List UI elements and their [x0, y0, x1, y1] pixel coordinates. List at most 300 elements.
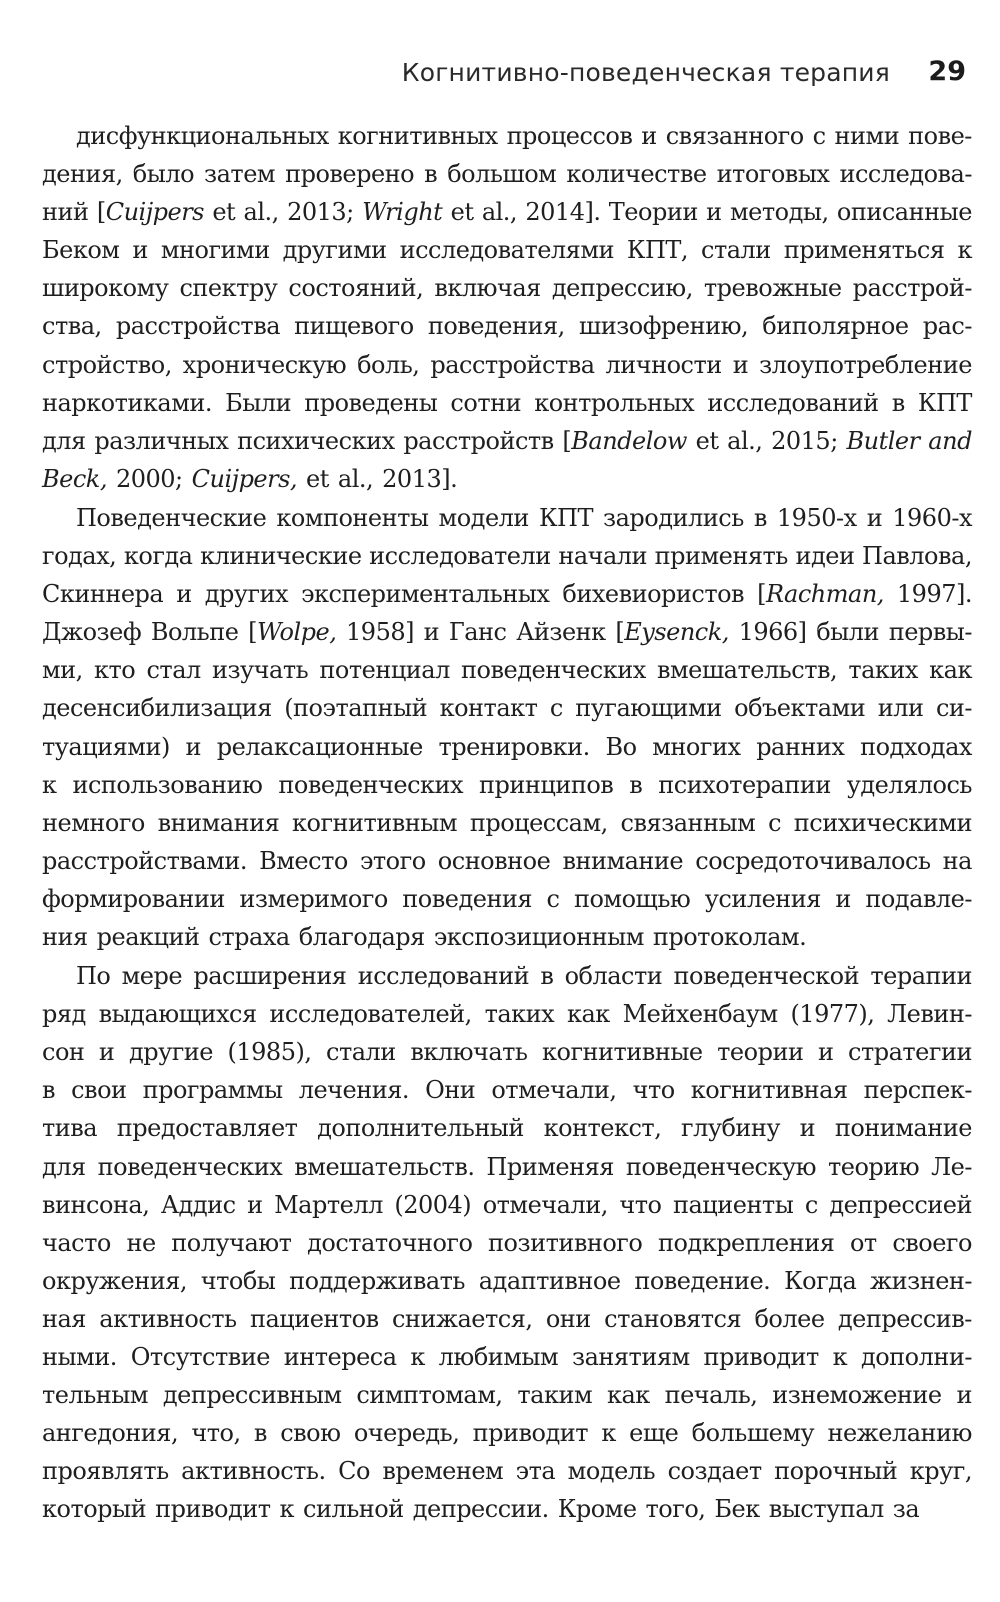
- word: выступал: [768, 1495, 884, 1524]
- word: и: [817, 1038, 834, 1067]
- word: и: [132, 236, 148, 265]
- word: таких: [484, 1000, 555, 1029]
- word: тива: [42, 1114, 98, 1143]
- word: как: [929, 656, 972, 685]
- word: боль,: [357, 350, 420, 379]
- word: Отсутствие: [130, 1343, 270, 1371]
- word: ния: [42, 922, 88, 951]
- word: вмешательств.: [294, 1152, 475, 1181]
- word: печаль,: [664, 1381, 758, 1410]
- word: от: [849, 1228, 877, 1257]
- word: релаксационные: [216, 732, 423, 761]
- word: депрессию,: [551, 274, 693, 303]
- word: Левин-: [887, 1000, 972, 1029]
- word: к: [42, 770, 57, 799]
- word: и: [98, 1038, 115, 1067]
- word: туациями): [42, 732, 170, 761]
- word: что,: [191, 1419, 241, 1448]
- word: выдающихся: [98, 1000, 257, 1029]
- word: нежеланию: [827, 1419, 972, 1448]
- text-line: [42, 307, 972, 345]
- word: тренировки.: [438, 732, 590, 761]
- word: протоколам.: [652, 922, 807, 951]
- word: исследований: [357, 962, 530, 991]
- word: исследований: [707, 388, 879, 417]
- running-head-title: Когнитивно-поведенческая терапия: [401, 58, 890, 87]
- word: Были: [225, 388, 292, 417]
- word: 2015;: [771, 426, 838, 455]
- word: того,: [645, 1495, 706, 1524]
- text-line: [42, 1148, 972, 1186]
- word: тельным: [42, 1381, 149, 1410]
- word: тревожные: [703, 274, 842, 303]
- word: различных: [94, 426, 229, 455]
- word: к: [832, 1343, 848, 1371]
- word: Со: [338, 1457, 370, 1486]
- word: десенсибилизация: [42, 694, 272, 723]
- word: многими: [160, 236, 270, 265]
- word: первы-: [888, 618, 972, 647]
- word: к: [957, 236, 972, 265]
- word: al.,: [727, 426, 763, 455]
- word: (поэтапный: [284, 694, 428, 723]
- word: расширения: [193, 962, 347, 991]
- word: когда: [123, 542, 193, 571]
- word: 2013;: [287, 198, 354, 227]
- word: пове-: [908, 122, 972, 150]
- word: Ганс: [448, 618, 507, 647]
- word: проверено: [285, 160, 415, 189]
- word: сон: [42, 1038, 85, 1067]
- word: ными.: [42, 1343, 117, 1371]
- word: дополни-: [860, 1343, 972, 1371]
- text-line: [42, 1224, 972, 1262]
- word: уделялось: [846, 770, 972, 799]
- word: как: [606, 1381, 650, 1410]
- word: et: [450, 198, 474, 227]
- word: терапии: [870, 962, 972, 991]
- word: Павлова,: [862, 542, 972, 571]
- word: для: [42, 426, 86, 455]
- text-line: [42, 918, 972, 956]
- word: и: [706, 198, 722, 227]
- word: al.,: [243, 198, 279, 227]
- word: дополнительный: [317, 1114, 524, 1143]
- page-number: 29: [928, 56, 966, 87]
- word: и: [799, 1114, 816, 1143]
- word: позитивного: [488, 1228, 643, 1257]
- word: методы,: [729, 198, 829, 227]
- word: снижается,: [391, 1304, 533, 1333]
- word: и: [835, 884, 851, 913]
- word: когнитивных: [337, 122, 498, 150]
- word: связанного: [665, 122, 804, 150]
- word: проведены: [304, 388, 438, 417]
- word: сотни: [450, 388, 522, 417]
- word: немного: [42, 808, 145, 837]
- word: Они: [425, 1076, 476, 1105]
- word: в: [424, 160, 438, 189]
- word: Beck,: [42, 464, 107, 493]
- text-line: [42, 422, 972, 460]
- word: and: [928, 426, 972, 455]
- word: большему: [691, 1419, 815, 1448]
- word: временем: [382, 1457, 504, 1486]
- word: лечения.: [298, 1076, 409, 1105]
- body-text: [42, 117, 972, 1528]
- word: симптомам,: [356, 1381, 503, 1410]
- word: за: [892, 1495, 920, 1524]
- word: Айзенк: [516, 618, 606, 647]
- word: ная: [42, 1304, 86, 1333]
- word: си-: [935, 694, 972, 723]
- text-line: [42, 957, 972, 995]
- text-line: [42, 995, 972, 1033]
- word: интереса: [283, 1343, 397, 1371]
- word: области: [564, 962, 663, 991]
- word: 1950-х: [776, 503, 857, 532]
- word: включая: [434, 274, 541, 303]
- word: эта: [515, 1457, 556, 1486]
- word: По: [76, 962, 111, 991]
- word: понимание: [834, 1114, 972, 1143]
- text-line: [42, 346, 972, 384]
- word: применяться: [783, 236, 945, 265]
- word: процессам,: [469, 808, 608, 837]
- word: очередь,: [353, 1419, 460, 1448]
- word: ними: [834, 122, 900, 150]
- text-line: [42, 575, 972, 613]
- word: Butler: [846, 426, 920, 455]
- word: и: [247, 1190, 263, 1219]
- word: приводит: [703, 1343, 819, 1371]
- word: программы: [142, 1076, 283, 1105]
- word: предоставляет: [116, 1114, 298, 1143]
- word: ангедония,: [42, 1419, 179, 1448]
- word: et: [695, 426, 719, 455]
- word: дения,: [42, 160, 123, 189]
- word: сильной: [303, 1495, 404, 1524]
- word: al.,: [481, 198, 518, 227]
- word: приводит: [472, 1419, 589, 1448]
- word: личности: [605, 350, 722, 379]
- word: депрессией: [829, 1190, 972, 1219]
- word: стройство,: [42, 350, 172, 379]
- word: реакций: [96, 922, 200, 951]
- word: когнитивным: [292, 808, 458, 837]
- word: к: [279, 1495, 295, 1524]
- word: подкрепления: [657, 1228, 835, 1257]
- word: рас-: [922, 312, 972, 341]
- word: адаптивное: [478, 1266, 621, 1295]
- text-line: [42, 880, 972, 918]
- word: КПТ: [538, 503, 593, 532]
- word: контрольных: [534, 388, 695, 417]
- word: на: [942, 846, 972, 875]
- text-line: [42, 1490, 972, 1528]
- word: своего: [892, 1228, 972, 1257]
- text-line: [42, 231, 972, 269]
- text-line: [42, 1071, 972, 1109]
- word: ства,: [42, 312, 102, 341]
- word: как: [567, 1000, 610, 1029]
- word: спектру: [179, 274, 278, 303]
- word: сосредоточивалось: [695, 846, 931, 875]
- word: связанным: [620, 808, 756, 837]
- word: в: [629, 770, 643, 799]
- word: формировании: [42, 884, 225, 913]
- word: были: [816, 618, 880, 647]
- word: расстройств: [403, 426, 554, 455]
- word: помощью: [573, 884, 691, 913]
- word: к: [410, 1343, 425, 1371]
- word: [Rachman,: [757, 580, 884, 609]
- word: Во: [605, 732, 637, 761]
- word: 2013].: [382, 464, 458, 493]
- word: Кроме: [557, 1495, 637, 1524]
- word: другими: [282, 236, 387, 265]
- word: измеримого: [239, 884, 388, 913]
- text-line: [42, 1452, 972, 1490]
- word: ми,: [42, 656, 83, 685]
- word: многих: [652, 732, 741, 761]
- word: перспек-: [863, 1076, 972, 1105]
- word: становятся: [604, 1304, 742, 1333]
- word: окружения,: [42, 1266, 187, 1295]
- word: количестве: [566, 160, 707, 189]
- text-line: [42, 1376, 972, 1414]
- word: было: [132, 160, 195, 189]
- word: свои: [71, 1076, 127, 1105]
- word: с: [546, 884, 560, 913]
- word: депрессии.: [412, 1495, 549, 1524]
- word: поведения: [402, 884, 533, 913]
- word: активность: [99, 1304, 237, 1333]
- word: свою: [280, 1419, 341, 1448]
- word: стали: [326, 1038, 396, 1067]
- word: Мейхенбаум: [622, 1000, 778, 1029]
- word: Вместо: [259, 846, 348, 875]
- word: Wright: [362, 198, 443, 227]
- word: и: [956, 1381, 972, 1410]
- word: зародились: [603, 503, 744, 532]
- word: стали: [701, 236, 771, 265]
- word: активность.: [181, 1457, 326, 1486]
- word: потенциал: [319, 656, 450, 685]
- word: в: [540, 962, 554, 991]
- word: Вольпе: [150, 618, 239, 647]
- word: экспериментальных: [301, 580, 550, 609]
- word: создает: [667, 1457, 762, 1486]
- word: для: [42, 1152, 86, 1181]
- word: 2014].: [525, 198, 601, 227]
- word: страха: [208, 922, 290, 951]
- word: модели: [438, 503, 529, 532]
- word: al.,: [337, 464, 374, 493]
- word: широкому: [42, 274, 169, 303]
- word: (2004): [394, 1190, 472, 1219]
- word: депрессив-: [837, 1304, 972, 1333]
- word: этого: [359, 846, 426, 875]
- word: в: [42, 1076, 56, 1105]
- word: Аддис: [160, 1190, 236, 1219]
- word: описанные: [836, 198, 972, 227]
- word: дисфункциональных: [76, 122, 329, 150]
- word: поведенческих: [278, 770, 464, 799]
- word: контакт: [439, 694, 538, 723]
- word: начали: [558, 542, 648, 571]
- word: что: [619, 1190, 662, 1219]
- word: другие: [128, 1038, 213, 1067]
- word: круг,: [909, 1457, 972, 1486]
- word: ний: [42, 198, 89, 227]
- word: [Wolpe,: [248, 618, 337, 647]
- word: в: [253, 1419, 267, 1448]
- text-line: [42, 193, 972, 231]
- word: жизнен-: [870, 1266, 972, 1295]
- word: контекст,: [543, 1114, 662, 1143]
- text-line: [42, 1262, 972, 1300]
- word: более: [754, 1304, 825, 1333]
- word: экспозиционным: [433, 922, 644, 951]
- text-line: [42, 689, 972, 727]
- text-line: [42, 117, 972, 155]
- word: психических: [237, 426, 395, 455]
- word: приводит: [155, 1495, 271, 1524]
- word: расстройства: [430, 350, 595, 379]
- word: исследователями: [399, 236, 614, 265]
- word: подавле-: [865, 884, 972, 913]
- word: поведенческих: [97, 1152, 283, 1181]
- word: пациенты: [673, 1190, 794, 1219]
- word: Cuijpers,: [191, 464, 298, 493]
- word: пугающими: [575, 694, 722, 723]
- word: 1960-х: [892, 503, 972, 532]
- word: глубину: [681, 1114, 781, 1143]
- word: Беком: [42, 236, 120, 265]
- word: 2000;: [115, 464, 183, 493]
- word: исследова-: [839, 160, 972, 189]
- word: отмечали,: [491, 1076, 617, 1105]
- word: с: [812, 122, 826, 150]
- word: использованию: [72, 770, 263, 799]
- paragraph: [42, 117, 972, 498]
- word: и: [176, 580, 192, 609]
- text-line: [42, 460, 972, 498]
- word: КПТ: [917, 388, 972, 417]
- word: и: [732, 350, 749, 379]
- word: поведенческих: [461, 656, 646, 685]
- word: проявлять: [42, 1457, 169, 1486]
- word: злоупотребление: [759, 350, 972, 379]
- word: мере: [121, 962, 183, 991]
- text-line: [42, 651, 972, 689]
- word: 1958]: [346, 618, 414, 647]
- word: часто: [42, 1228, 111, 1257]
- word: принципов: [479, 770, 614, 799]
- word: хроническую: [182, 350, 347, 379]
- word: благодаря: [298, 922, 425, 951]
- word: процессов: [506, 122, 633, 150]
- word: поведения,: [427, 312, 565, 341]
- text-line: [42, 537, 972, 575]
- word: [Eysenck,: [615, 618, 729, 647]
- word: Джозеф: [42, 618, 142, 647]
- word: с: [768, 808, 782, 837]
- word: поддерживать: [289, 1266, 465, 1295]
- word: идеи: [795, 542, 855, 571]
- text-line: [42, 1338, 972, 1376]
- word: КПТ,: [626, 236, 689, 265]
- word: они: [545, 1304, 591, 1333]
- word: изнеможение: [772, 1381, 942, 1410]
- word: отмечали,: [482, 1190, 608, 1219]
- word: изучать: [211, 656, 309, 685]
- word: психическими: [793, 808, 972, 837]
- word: винсона,: [42, 1190, 150, 1219]
- text-line: [42, 842, 972, 880]
- text-line: [42, 766, 972, 804]
- word: поведенческой: [673, 962, 860, 991]
- word: основное: [437, 846, 551, 875]
- text-line: [42, 613, 972, 651]
- word: расстройства: [115, 312, 281, 341]
- word: подходах: [860, 732, 972, 761]
- word: Мартелл: [274, 1190, 383, 1219]
- word: et: [306, 464, 329, 493]
- word: поведение.: [634, 1266, 771, 1295]
- word: к: [601, 1419, 616, 1448]
- word: Ле-: [931, 1152, 972, 1181]
- word: с: [804, 1190, 818, 1219]
- text-line: [42, 728, 972, 766]
- word: итоговых: [716, 160, 830, 189]
- word: большом: [447, 160, 557, 189]
- word: получают: [171, 1228, 292, 1257]
- word: Теории: [608, 198, 698, 227]
- word: внимание: [562, 846, 684, 875]
- word: в: [891, 388, 905, 417]
- text-line: [42, 804, 972, 842]
- word: поведенческую: [625, 1152, 816, 1181]
- word: порочный: [774, 1457, 898, 1486]
- word: (1985),: [227, 1038, 312, 1067]
- word: исследователи: [369, 542, 551, 571]
- word: усиления: [704, 884, 821, 913]
- text-line: [42, 1186, 972, 1224]
- text-line: [42, 1109, 972, 1147]
- word: депрессивным: [162, 1381, 342, 1410]
- text-line: [42, 384, 972, 422]
- word: ранних: [756, 732, 845, 761]
- word: объектами: [734, 694, 866, 723]
- word: и: [423, 618, 440, 647]
- word: чтобы: [200, 1266, 276, 1295]
- word: состояний,: [288, 274, 424, 303]
- word: затем: [204, 160, 276, 189]
- word: ряд: [42, 1000, 86, 1029]
- text-line: [42, 1300, 972, 1338]
- word: и: [641, 122, 657, 150]
- word: Поведенческие: [76, 503, 267, 532]
- word: когнитивная: [690, 1076, 848, 1105]
- word: любимым: [438, 1343, 559, 1371]
- word: не: [126, 1228, 156, 1257]
- word: бихевиористов: [562, 580, 745, 609]
- word: или: [877, 694, 924, 723]
- word: других: [204, 580, 289, 609]
- word: когнитивные: [542, 1038, 703, 1067]
